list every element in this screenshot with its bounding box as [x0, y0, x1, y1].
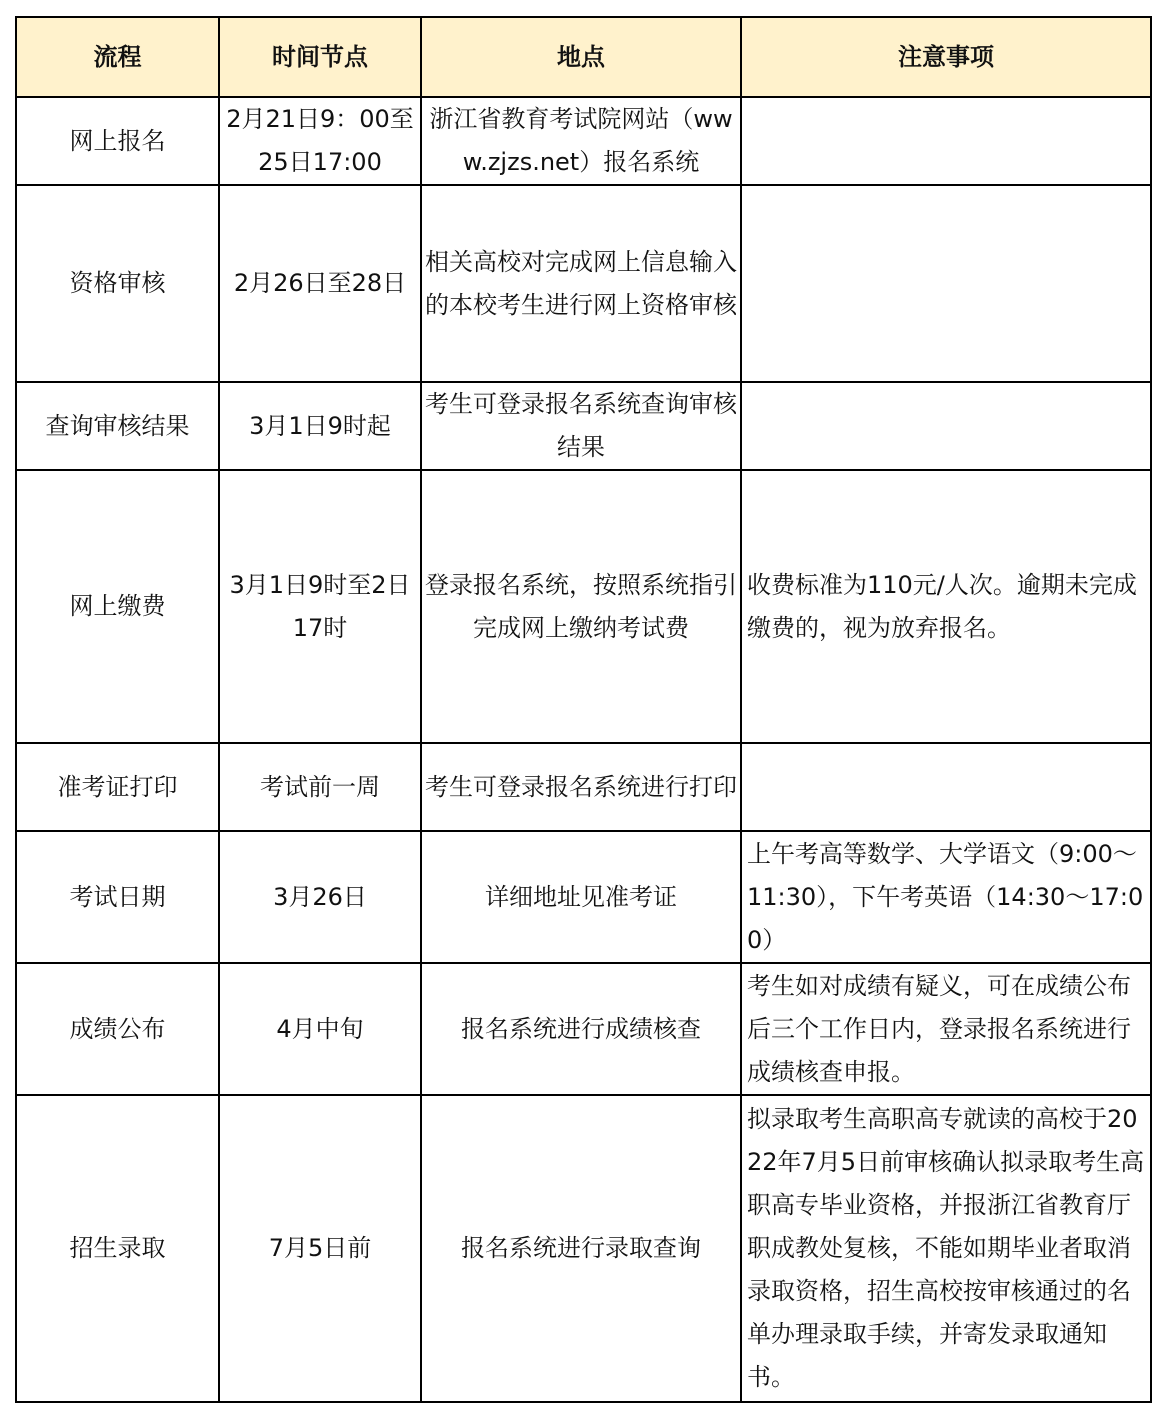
header-step: 流程 [16, 17, 219, 97]
cell-note: 考生如对成绩有疑义，可在成绩公布后三个工作日内，登录报名系统进行成绩核查申报。 [741, 963, 1151, 1095]
cell-time: 2月21日9：00至25日17:00 [219, 97, 421, 185]
header-place: 地点 [421, 17, 741, 97]
cell-note [741, 743, 1151, 831]
cell-time: 2月26日至28日 [219, 185, 421, 382]
cell-note: 拟录取考生高职高专就读的高校于2022年7月5日前审核确认拟录取考生高职高专毕业资格，并报浙江省教育厅职成教处复核，不能如期毕业者取消录取资格，招生高校按审核通过的名单办理录取手续，并寄发录取通知书。 [741, 1095, 1151, 1402]
header-note: 注意事项 [741, 17, 1151, 97]
cell-place: 报名系统进行成绩核查 [421, 963, 741, 1095]
cell-place: 详细地址见准考证 [421, 831, 741, 963]
cell-note [741, 97, 1151, 185]
cell-place: 浙江省教育考试院网站（www.zjzs.net）报名系统 [421, 97, 741, 185]
cell-step: 考试日期 [16, 831, 219, 963]
table-row [16, 1095, 1151, 1402]
cell-step: 招生录取 [16, 1095, 219, 1402]
table-row [16, 963, 1151, 1095]
table-row [16, 97, 1151, 185]
header-row [16, 17, 1151, 97]
cell-time: 7月5日前 [219, 1095, 421, 1402]
cell-place: 考生可登录报名系统查询审核结果 [421, 382, 741, 470]
cell-time: 4月中旬 [219, 963, 421, 1095]
table-row [16, 185, 1151, 382]
cell-step: 查询审核结果 [16, 382, 219, 470]
cell-note [741, 185, 1151, 382]
cell-time: 考试前一周 [219, 743, 421, 831]
cell-step: 网上缴费 [16, 470, 219, 743]
cell-place: 相关高校对完成网上信息输入的本校考生进行网上资格审核 [421, 185, 741, 382]
cell-place: 考生可登录报名系统进行打印 [421, 743, 741, 831]
table-row [16, 743, 1151, 831]
schedule-table [15, 16, 1152, 1403]
cell-step: 资格审核 [16, 185, 219, 382]
table-row [16, 470, 1151, 743]
cell-note [741, 382, 1151, 470]
header-time: 时间节点 [219, 17, 421, 97]
cell-place: 报名系统进行录取查询 [421, 1095, 741, 1402]
cell-step: 准考证打印 [16, 743, 219, 831]
cell-note: 收费标准为110元/人次。逾期未完成缴费的，视为放弃报名。 [741, 470, 1151, 743]
cell-time: 3月1日9时至2日17时 [219, 470, 421, 743]
table-row [16, 831, 1151, 963]
cell-step: 成绩公布 [16, 963, 219, 1095]
cell-time: 3月26日 [219, 831, 421, 963]
cell-note: 上午考高等数学、大学语文（9:00～11:30），下午考英语（14:30～17:00） [741, 831, 1151, 963]
cell-time: 3月1日9时起 [219, 382, 421, 470]
cell-place: 登录报名系统，按照系统指引完成网上缴纳考试费 [421, 470, 741, 743]
cell-step: 网上报名 [16, 97, 219, 185]
table-row [16, 382, 1151, 470]
